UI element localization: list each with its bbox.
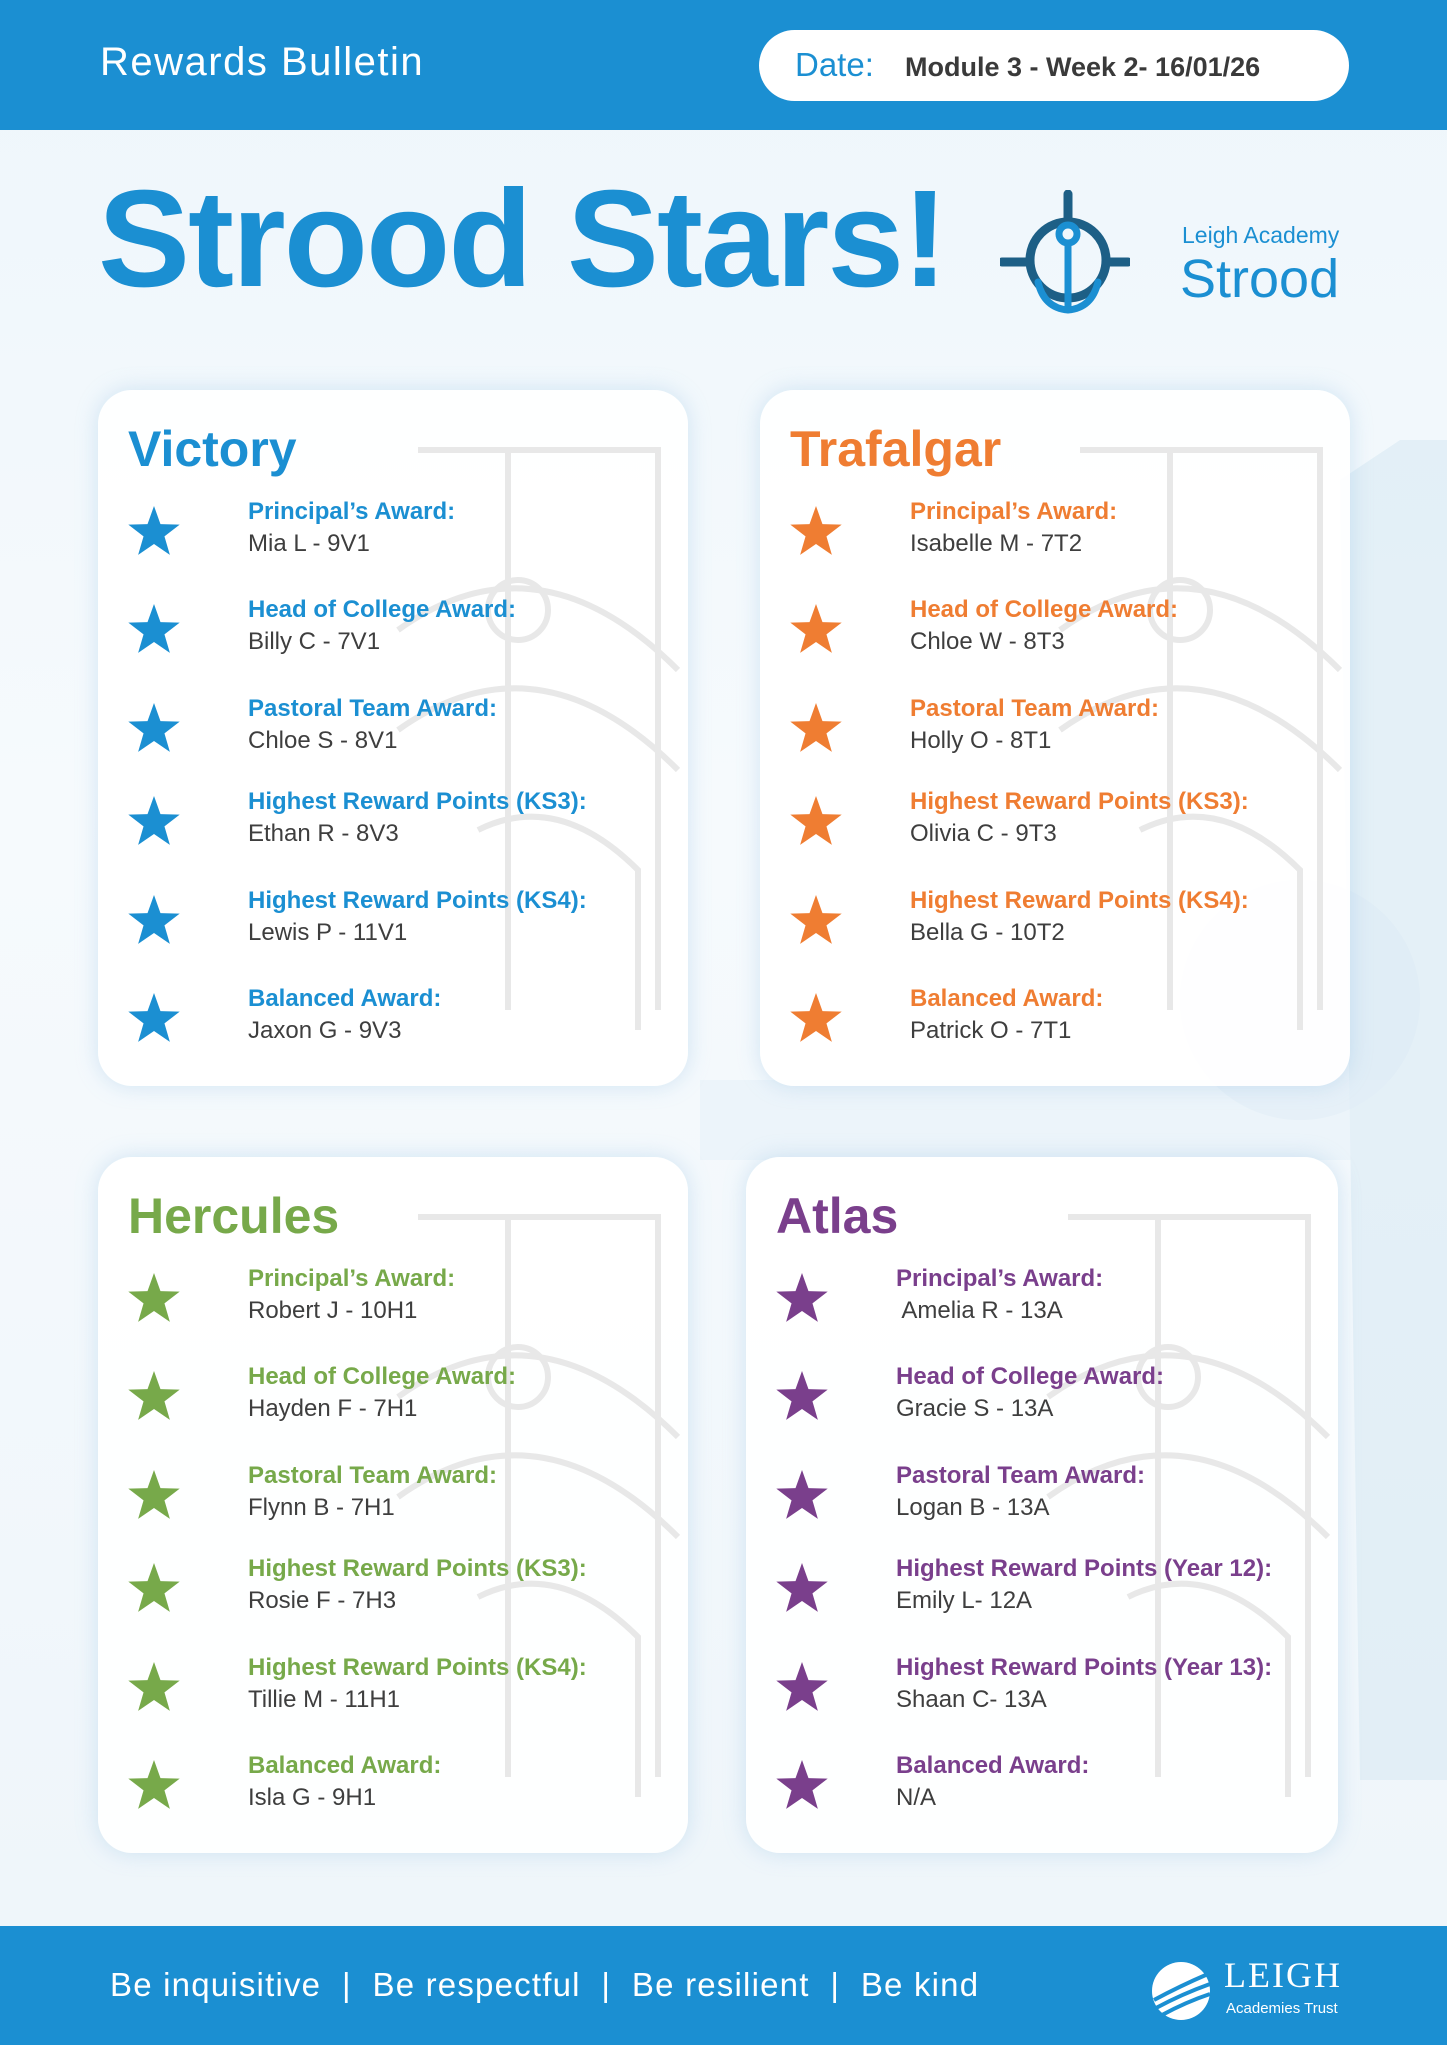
award-winner: Olivia C - 9T3 [910,820,1057,847]
award-title: Balanced Award: [910,985,1104,1012]
award-winner: Lewis P - 11V1 [248,919,408,946]
award-item [126,985,646,1065]
star-icon [126,991,182,1047]
award-title: Highest Reward Points (Year 13): [896,1654,1273,1681]
house-card-atlas [746,1157,1338,1853]
award-title: Head of College Award: [910,596,1179,623]
award-winner: Isabelle M - 7T2 [910,530,1083,557]
award-item [774,1654,1294,1734]
house-card-trafalgar [760,390,1350,1086]
award-winner: Gracie S - 13A [896,1395,1054,1422]
award-winner: Bella G - 10T2 [910,919,1065,946]
star-icon [126,1758,182,1814]
star-icon [788,794,844,850]
ships-wheel-anchor-icon [1000,190,1130,320]
award-item [774,1265,1294,1345]
award-item [788,788,1308,868]
star-icon [126,893,182,949]
star-icon [788,991,844,1047]
award-item [126,1363,646,1443]
star-icon [126,1660,182,1716]
award-item [126,695,646,775]
award-item [126,788,646,868]
star-icon [126,504,182,560]
house-name: Hercules [128,1188,340,1244]
award-winner: Holly O - 8T1 [910,727,1052,754]
star-icon [126,1271,182,1327]
award-title: Balanced Award: [248,985,442,1012]
award-winner: Chloe W - 8T3 [910,628,1065,655]
award-item [126,1462,646,1542]
date-pill [759,30,1349,101]
house-name: Atlas [776,1188,899,1244]
star-icon [126,1369,182,1425]
award-title: Balanced Award: [896,1752,1090,1779]
date-label: Date: [795,46,874,83]
award-title: Highest Reward Points (KS3): [248,1555,587,1582]
footer-bar [0,1926,1447,2045]
star-icon [126,794,182,850]
award-item [774,1363,1294,1443]
award-title: Principal’s Award: [896,1265,1104,1292]
award-winner: Tillie M - 11H1 [248,1686,401,1713]
award-title: Pastoral Team Award: [248,695,497,722]
award-item [774,1462,1294,1542]
award-title: Head of College Award: [248,596,517,623]
award-title: Principal’s Award: [248,1265,456,1292]
star-icon [126,602,182,658]
house-name: Trafalgar [790,421,1002,477]
award-item [126,596,646,676]
logo-line2: Strood [1180,249,1340,309]
award-winner: Isla G - 9H1 [248,1784,377,1811]
star-icon [126,1468,182,1524]
award-winner: Robert J - 10H1 [248,1297,418,1324]
award-title: Pastoral Team Award: [248,1462,497,1489]
award-item [788,887,1308,967]
award-title: Pastoral Team Award: [910,695,1159,722]
award-title: Pastoral Team Award: [896,1462,1145,1489]
award-title: Balanced Award: [248,1752,442,1779]
award-title: Highest Reward Points (KS3): [910,788,1249,815]
star-icon [788,701,844,757]
award-item [774,1555,1294,1635]
date-value: Module 3 - Week 2- 16/01/26 [905,52,1261,82]
award-item [788,985,1308,1065]
award-winner: Shaan C- 13A [896,1686,1047,1713]
award-winner: Billy C - 7V1 [248,628,381,655]
star-icon [774,1369,830,1425]
award-title: Highest Reward Points (KS4): [248,887,587,914]
award-item [788,596,1308,676]
trust-logo [1150,1950,1350,2030]
house-card-hercules [98,1157,688,1853]
leigh-trust-logo-icon [1150,1960,1212,2022]
award-item [788,498,1308,578]
star-icon [774,1271,830,1327]
house-card-victory [98,390,688,1086]
house-name: Victory [128,421,297,477]
award-item [126,1654,646,1734]
logo-line1: Leigh Academy [1182,222,1340,248]
award-winner: Chloe S - 8V1 [248,727,398,754]
star-icon [774,1561,830,1617]
award-title: Highest Reward Points (Year 12): [896,1555,1273,1582]
award-winner: Hayden F - 7H1 [248,1395,418,1422]
award-winner: N/A [896,1784,937,1811]
award-title: Highest Reward Points (KS4): [248,1654,587,1681]
award-item [126,1752,646,1832]
award-title: Highest Reward Points (KS3): [248,788,587,815]
award-title: Principal’s Award: [910,498,1118,525]
page-title: Strood Stars! [98,162,947,316]
award-title: Principal’s Award: [248,498,456,525]
star-icon [774,1660,830,1716]
star-icon [126,701,182,757]
star-icon [788,602,844,658]
award-item [126,498,646,578]
award-title: Head of College Award: [896,1363,1165,1390]
award-winner: Mia L - 9V1 [248,530,370,557]
award-winner: Jaxon G - 9V3 [248,1017,402,1044]
award-winner: Emily L- 12A [896,1587,1033,1614]
star-icon [126,1561,182,1617]
star-icon [788,504,844,560]
school-values: Be inquisitive | Be respectful | Be resilient | Be kind [110,1966,980,2003]
bulletin-title: Rewards Bulletin [100,40,425,84]
school-logo [1000,190,1350,330]
trust-subtitle: Academies Trust [1226,2000,1338,2017]
award-winner: Amelia R - 13A [896,1297,1063,1324]
award-winner: Flynn B - 7H1 [248,1494,395,1521]
award-title: Highest Reward Points (KS4): [910,887,1249,914]
award-winner: Ethan R - 8V3 [248,820,399,847]
award-item [788,695,1308,775]
award-item [126,1265,646,1345]
award-item [126,1555,646,1635]
award-winner: Rosie F - 7H3 [248,1587,397,1614]
header-bar [0,0,1447,130]
trust-name: LEIGH [1224,1955,1342,1995]
star-icon [788,893,844,949]
star-icon [774,1758,830,1814]
award-winner: Patrick O - 7T1 [910,1017,1072,1044]
award-item [126,887,646,967]
award-winner: Logan B - 13A [896,1494,1050,1521]
award-title: Head of College Award: [248,1363,517,1390]
award-item [774,1752,1294,1832]
star-icon [774,1468,830,1524]
